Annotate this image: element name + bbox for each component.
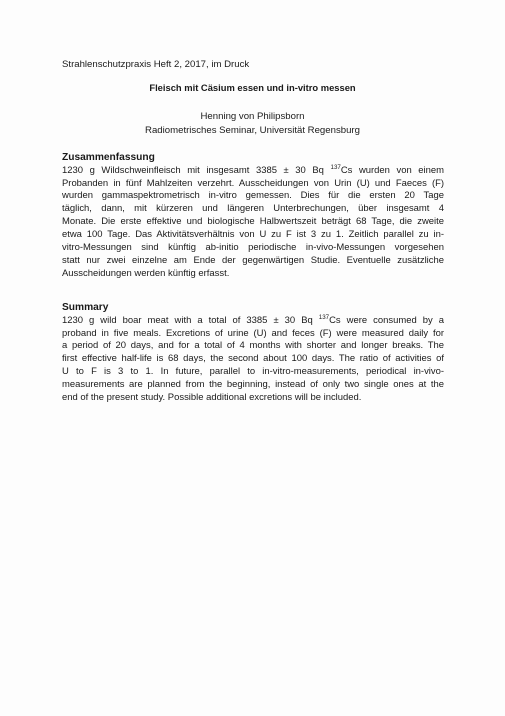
paper-title: Fleisch mit Cäsium essen und in-vitro messen <box>149 82 356 93</box>
text-line <box>62 165 444 178</box>
text-line: first effective half-life is 68 days, the second about 100 days. The ratio of activities of <box>62 353 444 365</box>
text-line: proband in five meals. Excretions of urine (U) and feces (F) were measured daily for <box>62 327 444 339</box>
text-line: end of the present study. Possible additional excretions will be included. <box>62 392 362 404</box>
abstract-english-text <box>62 315 444 405</box>
text-line: Probanden in fünf Mahlzeiten verzehrt. Ausscheidungen von Urin (U) und Faeces (F) <box>62 177 444 189</box>
text-line: statt nur zwei einzelne am Ende der gegenwärtigen Studie. Eventuelle zusätzliche <box>62 254 444 266</box>
abstract-english <box>62 302 444 405</box>
text-line-part: 1230 g wild boar meat with a total of 3385 ± 30 Bq <box>62 314 319 326</box>
text-line: a period of 20 days, and for a total of 4 months with shorter and longer breaks. The <box>62 340 444 352</box>
text-line: U to F is 3 to 1. In future, parallel to in-vitro-measurements, periodical in-vivo- <box>62 366 444 378</box>
text-line: täglich, dann, mit kürzeren und längeren Unterbrechungen, über insgesamt 4 <box>62 203 444 215</box>
isotope-mass-number: 137 <box>330 163 341 171</box>
text-line <box>62 315 444 328</box>
text-line: wurden gammaspektrometrisch in-vitro gemessen. Dies für die ersten 20 Tage <box>62 190 444 202</box>
text-line: measurements are planned from the beginning, instead of only two single ones at the <box>62 379 444 391</box>
isotope-mass-number: 137 <box>318 313 330 321</box>
author-name: Henning von Philipsborn <box>200 111 305 122</box>
text-line: etwa 100 Tage. Das Aktivitätsverhältnis von U zu F ist 3 zu 1. Zeitlich parallel zu in- <box>62 229 444 241</box>
text-line-part: Cs wurden von einem <box>340 164 444 176</box>
text-line-part: 1230 g Wildschweinfleisch mit insgesamt 3385 ± 30 Bq <box>62 164 331 176</box>
author-affiliation: Radiometrisches Seminar, Universität Regensburg <box>145 125 360 136</box>
abstract-german-heading: Zusammenfassung <box>62 152 155 163</box>
abstract-english-heading: Summary <box>62 302 109 313</box>
abstract-german <box>62 152 444 281</box>
abstract-german-text <box>62 165 444 281</box>
journal-reference: Strahlenschutzpraxis Heft 2, 2017, im Druck <box>62 59 250 70</box>
text-line-part: Cs were consumed by a <box>329 314 444 326</box>
text-line: vitro-Messungen sind künftig ab-initio periodische in-vivo-Messungen vorgesehen <box>62 242 444 254</box>
text-line: Monate. Die erste effektive und biologische Halbwertszeit beträgt 68 Tage, die zweite <box>62 216 444 228</box>
text-line: Ausscheidungen werden künftig erfasst. <box>62 267 230 279</box>
